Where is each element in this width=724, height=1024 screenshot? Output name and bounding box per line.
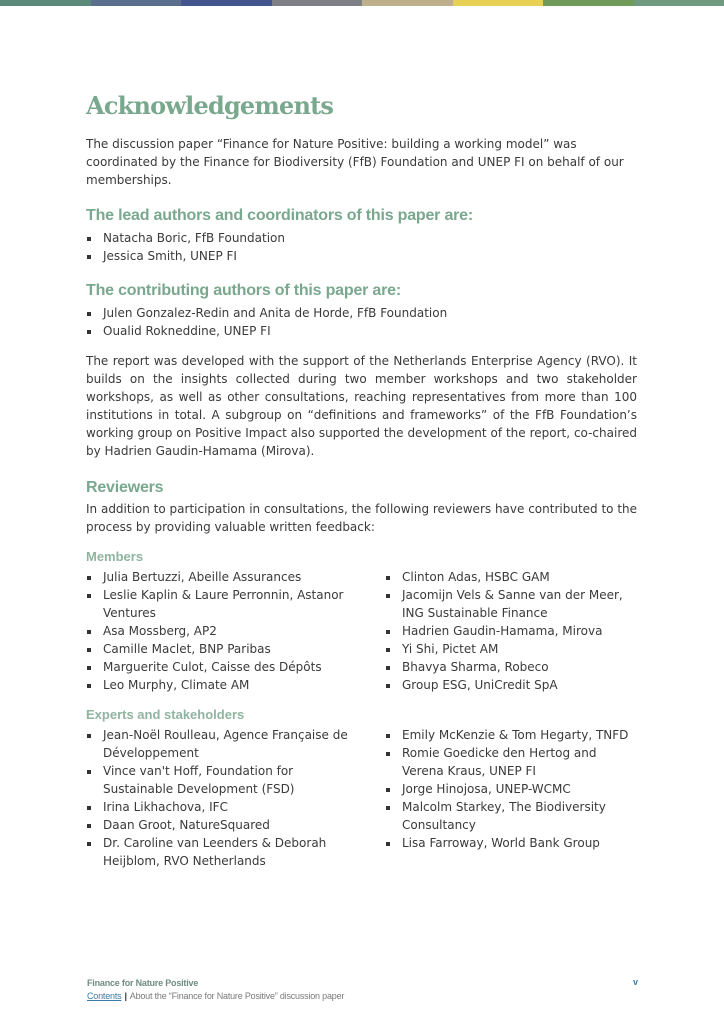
page-content: [86, 90, 637, 870]
experts-heading: Experts and stakeholders: [86, 707, 245, 722]
list-item: Leslie Kaplin & Laure Perronnin, Astanor Ventures: [86, 586, 353, 622]
experts-list-left: [86, 726, 353, 870]
color-band: [91, 0, 182, 6]
list-item: Malcolm Starkey, The Biodiversity Consultancy: [385, 798, 637, 834]
members-list-left: [86, 568, 353, 694]
page-number: v: [632, 977, 638, 987]
list-item: Lisa Farroway, World Bank Group: [385, 834, 637, 852]
list-item: Natacha Boric, FfB Foundation: [86, 229, 637, 247]
members-heading: Members: [86, 549, 144, 564]
list-item: Marguerite Culot, Caisse des Dépôts: [86, 658, 353, 676]
list-item: Jorge Hinojosa, UNEP-WCMC: [385, 780, 637, 798]
experts-list-right: [385, 726, 637, 870]
color-band: [634, 0, 724, 6]
list-item: Emily McKenzie & Tom Hegarty, TNFD: [385, 726, 637, 744]
breadcrumb-separator: |: [124, 991, 127, 1001]
lead-authors-list: [86, 229, 637, 265]
contents-link[interactable]: Contents: [87, 991, 122, 1001]
list-item: Leo Murphy, Climate AM: [86, 676, 353, 694]
reviewers-heading: Reviewers: [86, 479, 164, 496]
list-item: Hadrien Gaudin-Hamama, Mirova: [385, 622, 637, 640]
reviewers-intro: In addition to participation in consultations, the following reviewers have contributed to the process by providing valuable written feedback:: [86, 502, 638, 534]
color-band: [272, 0, 363, 6]
list-item: Group ESG, UniCredit SpA: [385, 676, 637, 694]
report-paragraph: The report was developed with the support of the Netherlands Enterprise Agency (RVO). It builds on the insights collected during two member workshops and two stakeholder workshops, as well as other consultations, reaching representatives from more than 100 institutions in total. A subgroup on “definitions and frameworks” of the FfB Foundation’s working group on Positive Impact also supported the development of the report, co-chaired by Hadrien Gaudin-Hamama (Mirova).: [86, 354, 637, 458]
color-band: [543, 0, 634, 6]
list-item: Yi Shi, Pictet AM: [385, 640, 637, 658]
page-title: Acknowledgements: [86, 91, 334, 120]
list-item: Camille Maclet, BNP Paribas: [86, 640, 353, 658]
color-band: [362, 0, 453, 6]
list-item: Irina Likhachova, IFC: [86, 798, 353, 816]
list-item: Vince van't Hoff, Foundation for Sustainable Development (FSD): [86, 762, 353, 798]
list-item: Daan Groot, NatureSquared: [86, 816, 353, 834]
top-color-bar: [0, 0, 724, 6]
intro-paragraph: The discussion paper “Finance for Nature Positive: building a working model” was coordinated by the Finance for Biodiversity (FfB) Foundation and UNEP FI on behalf of our memberships.: [86, 137, 624, 187]
footer-breadcrumb: [87, 990, 638, 1002]
members-list-right: [385, 568, 637, 694]
lead-authors-heading: The lead authors and coordinators of this paper are:: [86, 207, 473, 224]
page-footer: [87, 977, 638, 1002]
color-band: [0, 0, 91, 6]
members-columns: [86, 568, 637, 694]
list-item: Bhavya Sharma, Robeco: [385, 658, 637, 676]
list-item: Jean-Noël Roulleau, Agence Française de Développement: [86, 726, 353, 762]
color-band: [181, 0, 272, 6]
list-item: Romie Goedicke den Hertog and Verena Kraus, UNEP FI: [385, 744, 637, 780]
contributing-authors-heading: The contributing authors of this paper are:: [86, 282, 401, 299]
list-item: Asa Mossberg, AP2: [86, 622, 353, 640]
list-item: Jacomijn Vels & Sanne van der Meer, ING Sustainable Finance: [385, 586, 637, 622]
list-item: Jessica Smith, UNEP FI: [86, 247, 637, 265]
list-item: Clinton Adas, HSBC GAM: [385, 568, 637, 586]
list-item: Julia Bertuzzi, Abeille Assurances: [86, 568, 353, 586]
footer-section: About the “Finance for Nature Positive” discussion paper: [129, 991, 345, 1001]
list-item: Julen Gonzalez-Redin and Anita de Horde, FfB Foundation: [86, 304, 637, 322]
experts-columns: [86, 726, 637, 870]
list-item: Oualid Rokneddine, UNEP FI: [86, 322, 637, 340]
contributing-authors-list: [86, 304, 637, 340]
color-band: [453, 0, 544, 6]
list-item: Dr. Caroline van Leenders & Deborah Heijblom, RVO Netherlands: [86, 834, 353, 870]
footer-title: Finance for Nature Positive: [87, 978, 199, 988]
